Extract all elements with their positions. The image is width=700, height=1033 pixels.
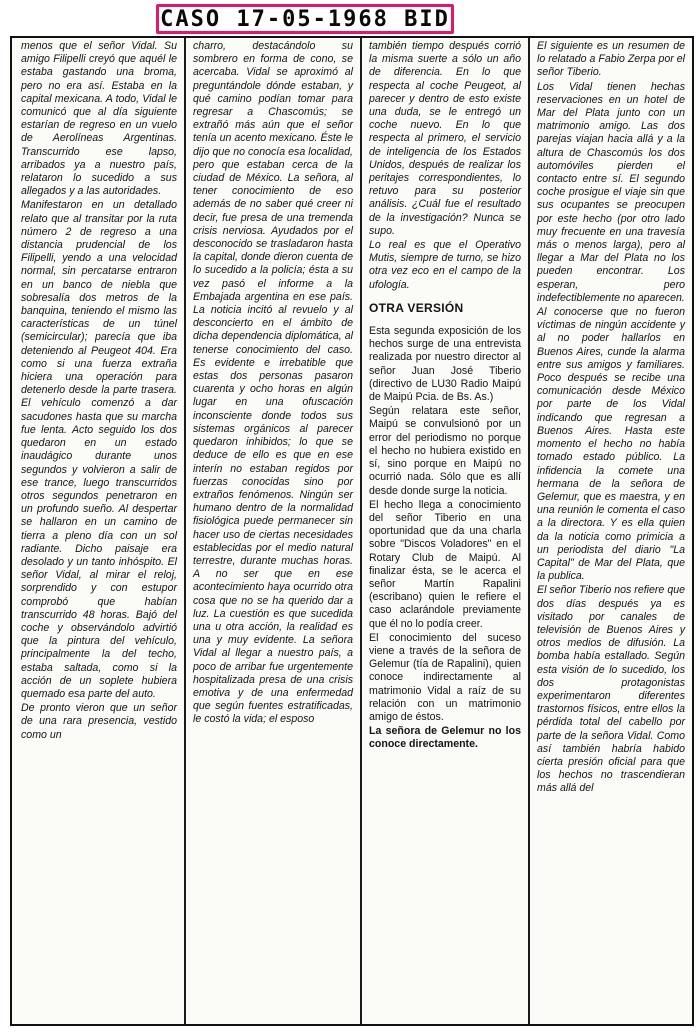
article-column-3: [364, 40, 526, 1022]
paragraph: Lo real es que el Operativo Mutis, siempre de turno, se hizo otra vez eco en el campo de la ufología.: [369, 239, 521, 291]
case-header-stamp: CASO 17-05-1968 BID: [156, 4, 454, 34]
paragraph: menos que el señor Vidal. Su amigo Filipelli creyó que aquél le estaba gastando una broma, pero no era así. Estaba en la capital mexicana. A todo, Vidal le comunicó que al día siguiente estarían de regreso en un vuelo de Aerolíneas Argentinas. Transcurrido ese lapso, arribados ya a nuestro país, relataron lo sucedido a sus allegados y a las autoridades.: [21, 40, 177, 198]
section-subheading: OTRA VERSIÓN: [369, 300, 464, 315]
column-divider: [360, 38, 362, 1024]
article-column-4: [532, 40, 690, 1022]
article-column-2: [188, 40, 358, 1022]
paragraph: El señor Tiberio nos refiere que dos días después ya es visitado por canales de televisión de Buenos Aires y otros medios de difusión. La bomba había estallado. Según esta visión de lo sucedido, los dos protagonistas experimentaron diferentes trastornos físicos, entre ellos la pérdida total del cabello por parte de la señora Vidal. Como así también habría habido cierta presión oficial para que los hechos no trascendieran más allá del: [537, 584, 685, 795]
article-column-1: [16, 40, 182, 1022]
paragraph: Los Vidal tienen hechas reservaciones en un hotel de Mar del Plata junto con un matrimonio amigo. Las dos parejas viajan hacia allá y a la altura de Chascomús los dos automóviles pierden el contacto entre sí. El segundo coche prosigue el viaje sin que sus ocupantes se preocupen por este hecho (por otro lado muy frecuente en una travesía más o menos larga), pero al llegar a Mar del Plata no los pueden encontrar. Los esperan, pero indefectiblemente no aparecen.: [537, 80, 685, 304]
paragraph: Esta segunda exposición de los hechos surge de una entrevista realizada por nuestro director al señor Juan José Tiberio (directivo de LU30 Radio Maipú de Maipú Pcia. de Bs. As.): [369, 325, 521, 404]
paragraph: El hecho llega a conocimiento del señor Tiberio en una oportunidad que da una charla sobre "Discos Voladores" en el Rotary Club de Maipú. Al finalizar ésta, se le acerca el señor Martín Rapalini (escribano) quien le refiere el caso aclarándole previamente que él no lo podía creer.: [369, 498, 521, 630]
paragraph: El siguiente es un resumen de lo relatado a Fabio Zerpa por el señor Tiberio.: [537, 40, 685, 79]
paragraph: Según relatara este señor, Maipú se convulsionó por un error del periodismo no porque el hecho no hubiera existido en sí, sino porque en Maipú no ocurrió nada. Sólo que es allí desde donde surge la noticia.: [369, 405, 521, 497]
paragraph: también tiempo después corrió la misma suerte a sólo un año de diferencia. En lo que respecta al coche Peugeot, al parecer y dentro de esto existe una duda, se le entregó un coche nuevo. En lo que respecta al primero, el servicio de inteligencia de los Estados Unidos, después de realizar los peritajes correspondientes, lo retuvo para su posterior análisis. ¿Cuál fue el resultado de la investigación? Nunca se supo.: [369, 40, 521, 237]
paragraph: Manifestaron en un detallado relato que al transitar por la ruta número 2 de regreso a una distancia prudencial de los Filipelli, yendo a una velocidad normal, sin percatarse entraron en un banco de niebla que sobresalía dos metros de la banquina, teniendo el mismo las características de un túnel (semicircular); parecía que iba deteniendo al Peugeot 404. Era como si una fuerza extraña hiciera una operación para detenerlo desde la parte trasera. El vehículo comenzó a dar sacudones hasta que su marcha fue lenta. Acto seguido los dos quedaron en un estado inaudágico durante unos segundos y volvieron a salir de ese trance, luego transcurridos otros segundos penetraron en un profundo sueño. Al despertar se hallaron en un camino de tierra a pleno día con un sol radiante. Dicho paisaje era desolado y un tanto inhóspito. El señor Vidal, al mirar el reloj, sorprendido y con estupor comprobó que habían transcurrido 48 horas. Bajó del coche y observándolo advirtió que la pintura del vehículo, principalmente la del techo, estaba saltada, como si la acción de un soplete hubiera quemado esa parte del auto.: [21, 199, 177, 700]
paragraph: El conocimiento del suceso viene a través de la señora de Gelemur (tía de Rapalini), quien conoce indirectamente al matrimonio Vidal a raíz de su relación con un matrimonio amigo de éstos.: [369, 631, 521, 723]
paragraph: charro, destacándolo su sombrero en forma de cono, se acercaba. Vidal se aproximó al preguntándole dónde estaban, y qué camino podían tomar para regresar a Chascomús; se extrañó más aún que el señor tenía un acento mexicano. Éste le dijo que no conocía esa localidad, pero que estaban cerca de la ciudad de México. La señora, al tener conocimiento de eso además de no saber qué creer ni decir, fue presa de una tremenda crisis nerviosa. Ayudados por el desconocido se trasladaron hasta la capital, donde dieron cuenta de lo sucedido a la policía; ésta a su vez pasó el informe a la Embajada argentina en ese país. La noticia incitó al revuelo y al desconcierto en el ámbito de dicha dependencia diplomática, al tenerse conocimiento del caso. Es evidente e irrebatible que estas dos personas pasaron cuarenta y ocho horas en algún lugar en una ofuscación inconsciente donde todos sus sistemas orgánicos al parecer quedaron inhibidos; lo que se deduce de ello es que en ese interín no estaban regidos por fuerzas conocidas sino por extraños fenómenos. Ningún ser humano dentro de la normalidad fisiológica puede permanecer sin hacer uso de ciertas necesidades establecidas por el medio natural terrestre, durante muchas horas. A no ser que en ese acontecimiento haya ocurrido otra cosa que no se ha querido dar a luz. La cuestión es que sucedida una u otra acción, la realidad es una y muy evidente. La señora Vidal al llegar a nuestro país, a poco de arribar fue urgentemente hospitalizada presa de una crisis emotiva y de una enfermedad que según fuentes estratificadas, le costó la vida; el esposo: [193, 40, 353, 726]
newspaper-clipping: [10, 36, 694, 1026]
bold-closing-sentence: La señora de Gelemur no los conoce directamente.: [369, 725, 521, 751]
paragraph: Al conocerse que no fueron víctimas de ningún accidente y al no poder hallarlos en Buenos Aires, cunde la alarma entre sus amigos y familiares. Poco después se recibe una comunicación desde México por parte de los Vidal indicando que regresan a Buenos Aires. Hasta este momento el hecho no había tomado estado público. La infidencia la comete una hermana de la señora de Gelemur, que es maestra, y en una reunión le comenta el caso a la directora. Y es ella quien da la noticia como primicia a un periodista del diario "La Capital" de Mar del Plata, que la publica.: [537, 306, 685, 583]
column-divider: [184, 38, 186, 1024]
column-divider: [528, 38, 530, 1024]
paragraph: De pronto vieron que un señor de una rara presencia, vestido como un: [21, 702, 177, 741]
